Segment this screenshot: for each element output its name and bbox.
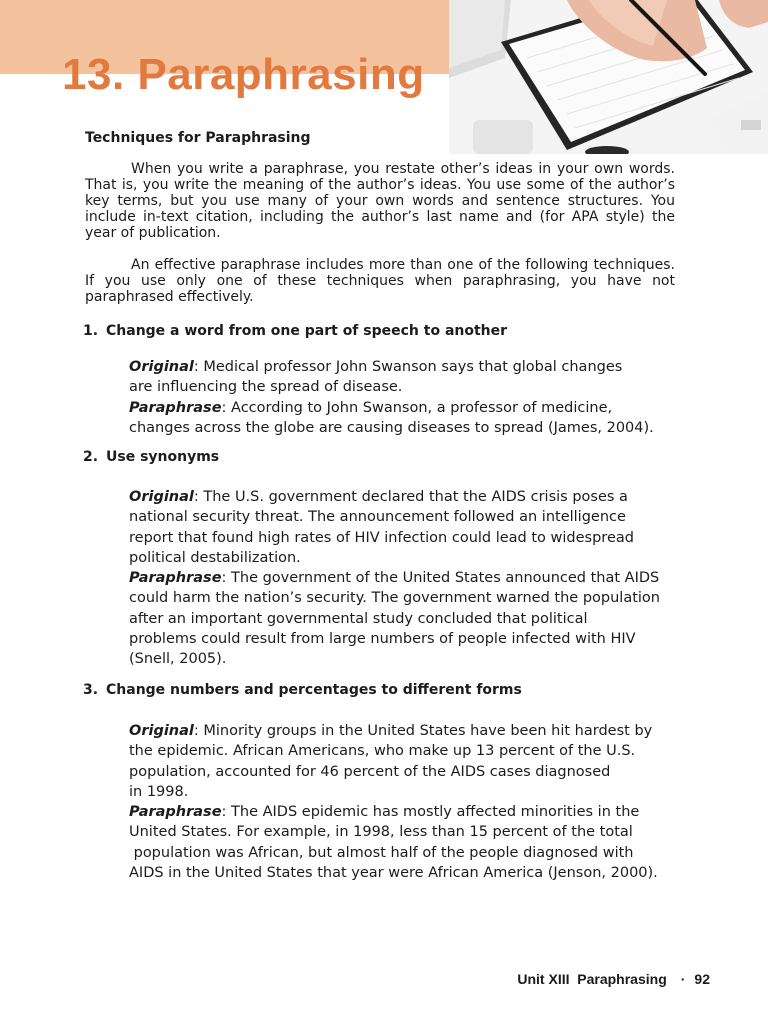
paraphrase-line: AIDS in the United States that year were African America (Jenson, 2000). xyxy=(129,865,658,882)
paraphrase-label: Paraphrase xyxy=(129,399,222,416)
original-line: national security threat. The announcement followed an intelligence xyxy=(129,509,626,526)
page-footer xyxy=(517,969,710,989)
technique-example xyxy=(129,487,689,670)
paraphrase-line: Paraphrase: According to John Swanson, a professor of medicine, xyxy=(129,399,613,416)
original-line: are influencing the spread of disease. xyxy=(129,379,403,396)
original-label: Original xyxy=(129,359,194,375)
original-line: population, accounted for 46 percent of the AIDS cases diagnosed xyxy=(129,763,611,780)
paraphrase-line: (Snell, 2005). xyxy=(129,651,227,668)
paraphrase-line: Paraphrase: The AIDS epidemic has mostly affected minorities in the xyxy=(129,804,640,821)
section-heading: Techniques for Paraphrasing xyxy=(85,130,311,146)
paraphrase-line: population was African, but almost half of the people diagnosed with xyxy=(129,844,634,861)
footer-unit-label: Unit XIII Paraphrasing xyxy=(517,971,667,987)
page-number: 92 xyxy=(694,971,710,987)
technique-heading: 1. Change a word from one part of speech to another xyxy=(83,323,508,339)
paraphrase-line: could harm the nation’s security. The government warned the population xyxy=(129,590,660,607)
page-title: 13. Paraphrasing xyxy=(62,50,425,99)
intro-paragraph: An effective paraphrase includes more than one of the following techniques. If you use only one of these techniques when paraphrasing, you have not paraphrased effectively. xyxy=(85,257,675,305)
technique-heading: 3. Change numbers and percentages to different forms xyxy=(83,682,522,698)
intro-paragraph: When you write a paraphrase, you restate other’s ideas in your own words. That is, you write the meaning of the author’s ideas. You use some of the author’s key terms, but you use many of your own words and sentence structures. You include in-text citation, including the author’s last name and (for APA style) the year of publication. xyxy=(85,161,675,241)
original-line: the epidemic. African Americans, who make up 13 percent of the U.S. xyxy=(129,743,636,760)
original-line: political destabilization. xyxy=(129,549,301,566)
footer-separator: · xyxy=(680,971,686,987)
paraphrase-line: changes across the globe are causing diseases to spread (James, 2004). xyxy=(129,419,654,436)
original-line: Original: The U.S. government declared that the AIDS crisis poses a xyxy=(129,489,628,505)
technique-example xyxy=(129,357,689,438)
paraphrase-label: Paraphrase xyxy=(129,570,222,587)
original-line: Original: Medical professor John Swanson says that global changes xyxy=(129,359,623,375)
paraphrase-label: Paraphrase xyxy=(129,804,222,821)
paraphrase-line: Paraphrase: The government of the United States announced that AIDS xyxy=(129,570,660,587)
original-line: in 1998. xyxy=(129,783,189,800)
original-line: report that found high rates of HIV infection could lead to widespread xyxy=(129,529,634,546)
original-line: Original: Minority groups in the United States have been hit hardest by xyxy=(129,723,653,739)
paraphrase-line: after an important governmental study concluded that political xyxy=(129,610,588,627)
original-label: Original xyxy=(129,723,194,739)
technique-heading: 2. Use synonyms xyxy=(83,449,220,465)
notebook-writing-photo xyxy=(449,0,768,154)
technique-example xyxy=(129,721,689,883)
paraphrase-line: United States. For example, in 1998, less than 15 percent of the total xyxy=(129,824,633,841)
paraphrase-line: problems could result from large numbers of people infected with HIV xyxy=(129,631,636,648)
original-label: Original xyxy=(129,489,194,505)
